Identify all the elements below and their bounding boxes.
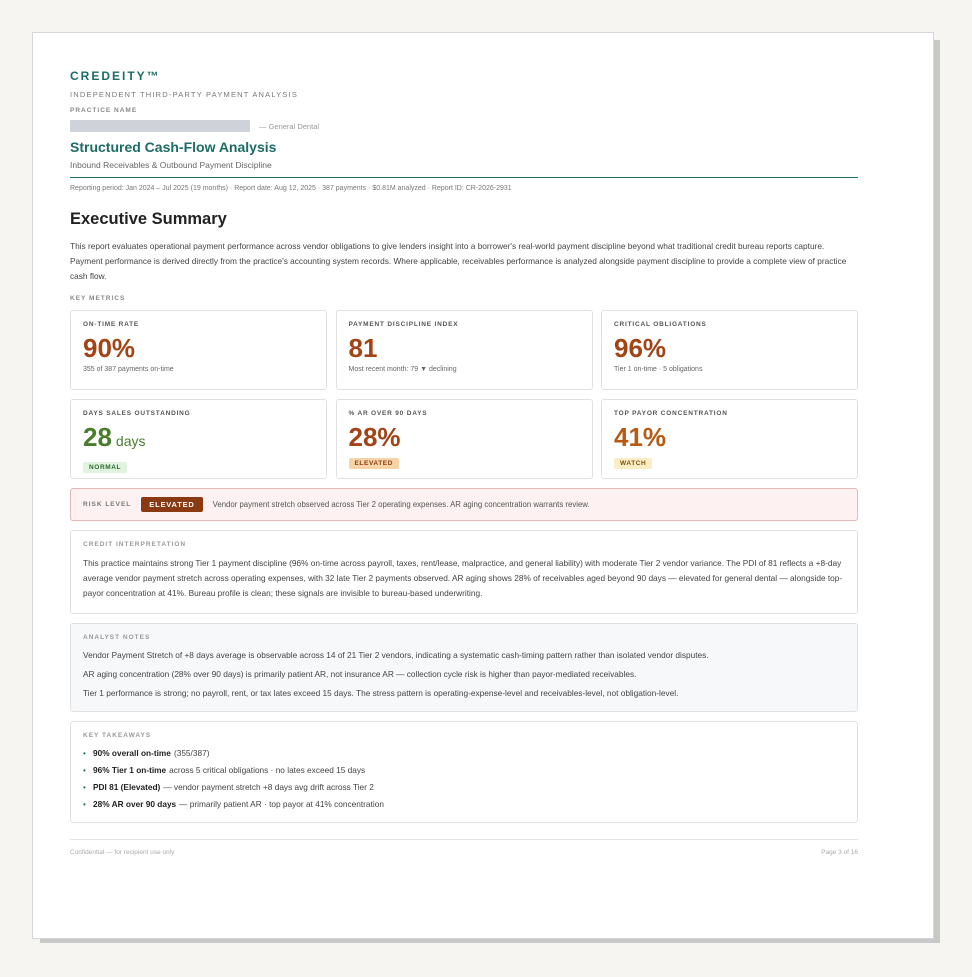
- report-subtitle: Inbound Receivables & Outbound Payment Discipline: [70, 160, 272, 170]
- analyst-note: Vendor Payment Stretch of +8 days average is observable across 14 of 21 Tier 2 vendors, indicating a systematic cash-timing pattern rather than isolated vendor disputes.: [83, 650, 709, 660]
- status-badge-watch: WATCH: [614, 458, 652, 469]
- practice-specialty: — General Dental: [259, 121, 320, 131]
- practice-name-label: PRACTICE NAME: [70, 107, 138, 114]
- takeaway-rest: across 5 critical obligations · no lates exceed 15 days: [169, 765, 366, 775]
- metric-value: 81: [348, 333, 378, 363]
- takeaway-item: [83, 782, 845, 793]
- metric-label: DAYS SALES OUTSTANDING: [83, 410, 191, 417]
- metric-value: 28%: [348, 422, 401, 452]
- bullet-icon: •: [83, 783, 86, 792]
- takeaway-rest: — vendor payment stretch +8 days avg drift across Tier 2: [163, 782, 374, 792]
- metric-card-on-time-rate: [70, 310, 327, 390]
- brand-tagline: INDEPENDENT THIRD-PARTY PAYMENT ANALYSIS: [70, 90, 299, 99]
- takeaway-item: [83, 748, 845, 759]
- takeaways-list: [83, 748, 845, 810]
- bullet-icon: •: [83, 800, 86, 809]
- page-content: [70, 69, 858, 856]
- takeaway-bold: PDI 81 (Elevated): [93, 782, 161, 792]
- brand-name: CREDEITY™: [70, 69, 161, 83]
- credit-interpretation-text: This practice maintains strong Tier 1 payment discipline (96% on-time across payroll, taxes, rent/lease, malpractice, and general liability) with moderate Tier 2 vendor variance. The PDI of 81 reflects a +8-day average vendor payment stretch across operating expenses, with 32 late Tier 2 payments observed. AR aging shows 28% of receivables aged beyond 90 days — elevated for general dental — alongside top-payor concentration at 41%. Bureau profile is clean; these signals are invisible to bureau-based underwriting.: [83, 558, 843, 598]
- metric-card-days-sales-outstanding: [70, 399, 327, 479]
- footer-page-number: Page 3 of 16: [821, 849, 858, 856]
- risk-level-banner: [70, 488, 858, 521]
- takeaway-bold: 28% AR over 90 days: [93, 799, 177, 809]
- metric-value: 96%: [614, 333, 667, 363]
- metric-note: Most recent month: 79 ▼ declining: [348, 366, 457, 373]
- bullet-icon: •: [83, 766, 86, 775]
- metric-label: PAYMENT DISCIPLINE INDEX: [348, 321, 459, 328]
- metric-note: 355 of 387 payments on-time: [83, 366, 174, 373]
- analyst-notes-label: ANALYST NOTES: [83, 634, 151, 641]
- key-takeaways-label: KEY TAKEAWAYS: [83, 732, 152, 739]
- report-title: Structured Cash-Flow Analysis: [70, 139, 277, 155]
- credit-interpretation-label: CREDIT INTERPRETATION: [83, 541, 187, 548]
- risk-level-badge: ELEVATED: [141, 497, 202, 512]
- analyst-notes-box: [70, 623, 858, 712]
- metric-card-payment-discipline-index: [336, 310, 593, 390]
- credit-interpretation-box: [70, 530, 858, 614]
- metric-label: % AR OVER 90 DAYS: [348, 410, 428, 417]
- key-metrics-label: KEY METRICS: [70, 295, 126, 302]
- footer-confidential: Confidential — for recipient use only: [70, 849, 175, 856]
- practice-row: [70, 120, 858, 132]
- metric-label: TOP PAYOR CONCENTRATION: [614, 410, 728, 417]
- footer-divider: [70, 839, 858, 840]
- metric-value-row: [83, 422, 314, 456]
- metrics-grid: [70, 310, 858, 479]
- metric-value: 90%: [83, 333, 136, 363]
- key-takeaways-box: [70, 721, 858, 823]
- metric-value: 28: [83, 422, 112, 452]
- report-meta: Reporting period: Jan 2024 – Jul 2025 (19 months) · Report date: Aug 12, 2025 · 387 payments · $0.81M analyzed · Report ID: CR-2026-2931: [70, 185, 512, 192]
- report-page: [32, 32, 934, 939]
- bullet-icon: •: [83, 749, 86, 758]
- takeaway-bold: 90% overall on-time: [93, 748, 171, 758]
- metric-card-ar-over-90-days: [336, 399, 593, 479]
- takeaway-item: [83, 765, 845, 776]
- metric-note: Tier 1 on-time · 5 obligations: [614, 366, 703, 373]
- metric-card-critical-obligations: [601, 310, 858, 390]
- analyst-note: Tier 1 performance is strong; no payroll, rent, or tax lates exceed 15 days. The stress pattern is operating-expense-level and receivables-level, not obligation-level.: [83, 688, 679, 698]
- takeaway-rest: (355/387): [173, 748, 210, 758]
- status-badge-elevated: ELEVATED: [349, 458, 400, 469]
- risk-level-text: Vendor payment stretch observed across Tier 2 operating expenses. AR aging concentration warrants review.: [212, 500, 590, 509]
- status-badge-normal: NORMAL: [83, 462, 127, 473]
- header-divider: [70, 177, 858, 178]
- redacted-practice-name: [70, 120, 250, 132]
- executive-summary-heading: Executive Summary: [70, 210, 227, 228]
- analyst-note: AR aging concentration (28% over 90 days) is primarily patient AR, not insurance AR — collection cycle risk is higher than payor-mediated receivables.: [83, 669, 637, 679]
- takeaway-rest: — primarily patient AR · top payor at 41% concentration: [179, 799, 384, 809]
- metric-label: CRITICAL OBLIGATIONS: [614, 321, 707, 328]
- takeaway-item: [83, 799, 845, 810]
- risk-level-label: RISK LEVEL: [83, 501, 132, 508]
- takeaway-bold: 96% Tier 1 on-time: [93, 765, 167, 775]
- executive-summary-text: This report evaluates operational payment performance across vendor obligations to give lenders insight into a borrower's real-world payment discipline beyond what traditional credit bureau reports capture. Payment performance is derived directly from the practice's accounting system records. Where applicable, receivables performance is analyzed alongside payment discipline to provide a complete view of practice cash flow.: [70, 241, 847, 281]
- metric-card-top-payor-concentration: [601, 399, 858, 479]
- metric-label: ON-TIME RATE: [83, 321, 140, 328]
- metric-value: 41%: [614, 422, 667, 452]
- metric-unit: days: [115, 433, 146, 449]
- page-footer: [70, 849, 858, 856]
